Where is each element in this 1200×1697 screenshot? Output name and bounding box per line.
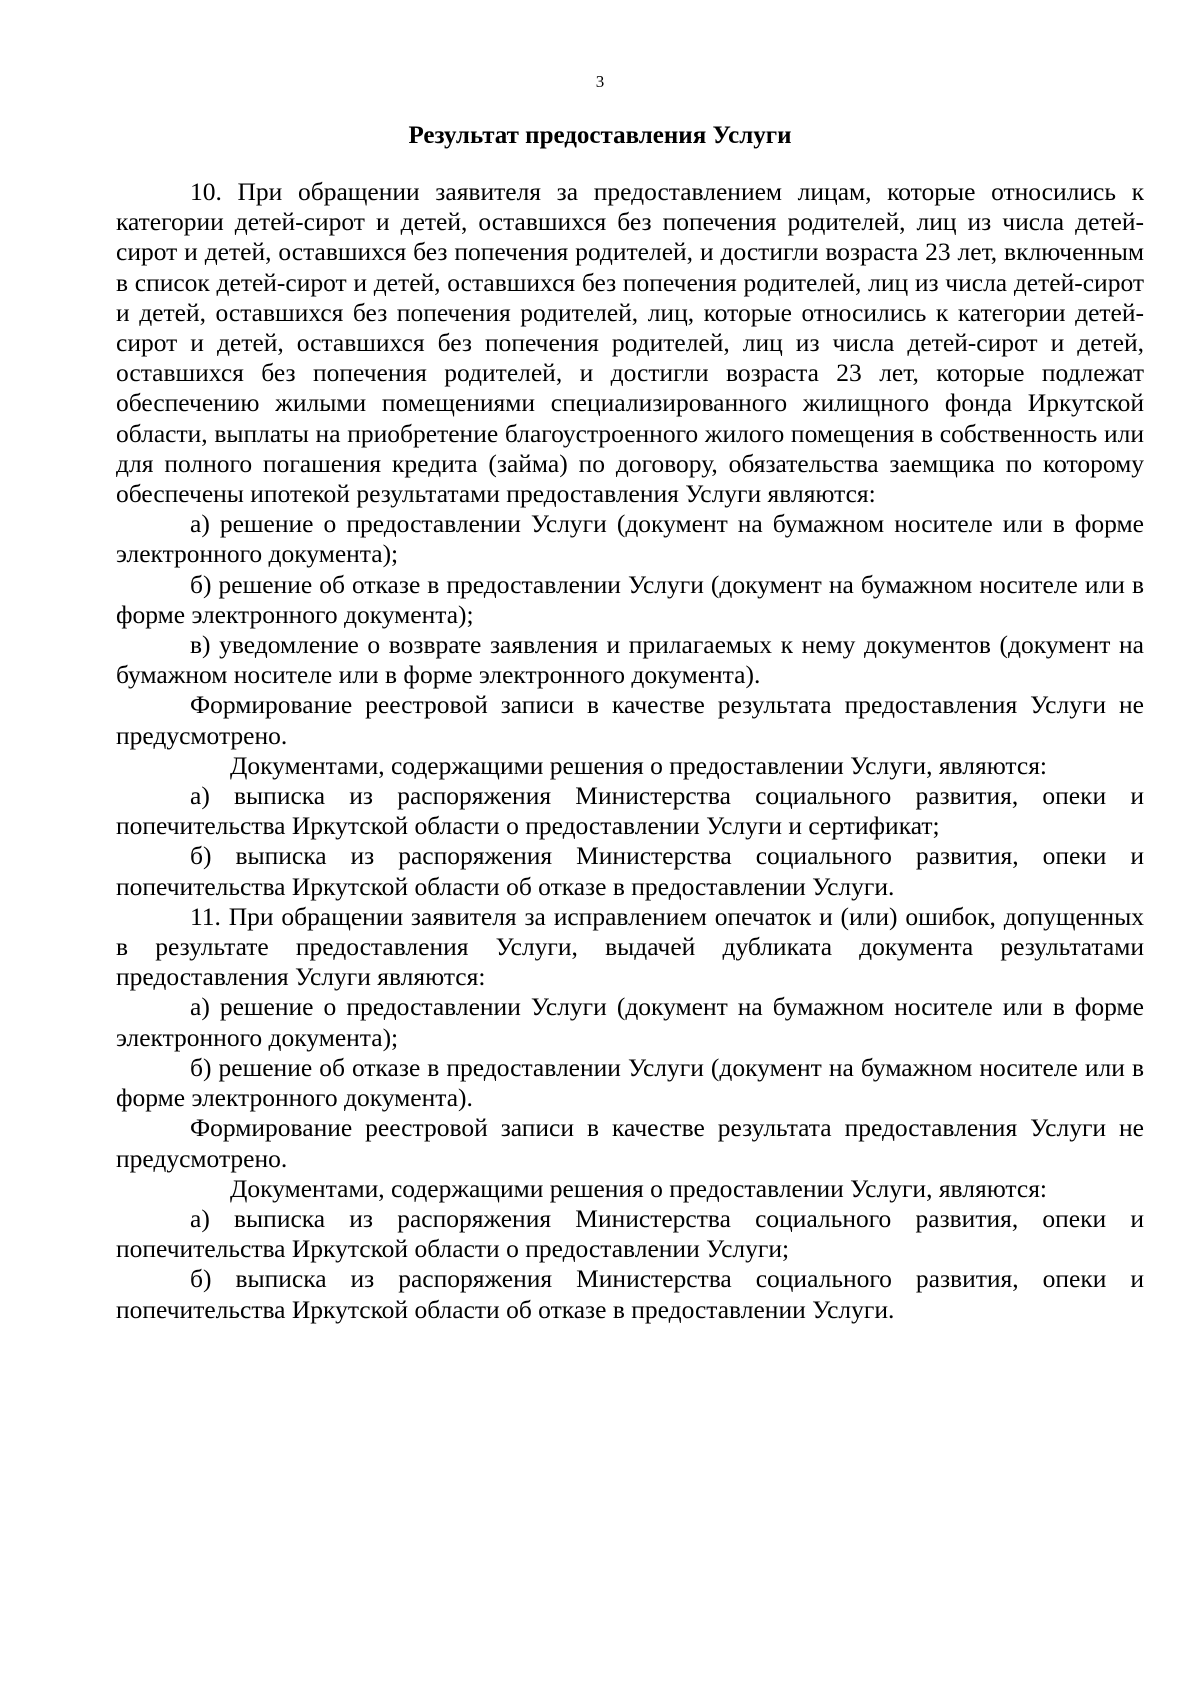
paragraph-11-item-b: б) решение об отказе в предоставлении Услуги (документ на бумажном носителе или в форме электронного документа).	[116, 1052, 1144, 1113]
paragraph-11-intro: 11. При обращении заявителя за исправлением опечаток и (или) ошибок, допущенных в результате предоставления Услуги, выдачей дубликата документа результатами предоставления Услуги являются:	[116, 901, 1144, 992]
paragraph-10-item-v: в) уведомление о возврате заявления и прилагаемых к нему документов (документ на бумажном носителе или в форме электронного документа).	[116, 630, 1144, 690]
paragraph-registry-note: Формирование реестровой записи в качестве результата предоставления Услуги не предусмотрено.	[116, 690, 1144, 750]
document-body	[116, 177, 1144, 1325]
paragraph-10-intro: 10. При обращении заявителя за предоставлением лицам, которые относились к категории детей-сирот и детей, оставшихся без попечения родителей, лиц из числа детей-сирот и детей, оставшихся без попечения родителей, и достигли возраста 23 лет, включенным в список детей-сирот и детей, оставшихся без попечения родителей, лиц из числа детей-сирот и детей, оставшихся без попечения родителей, лиц, которые относились к категории детей-сирот и детей, оставшихся без попечения родителей, лиц из числа детей-сирот и детей, оставшихся без попечения родителей, и достигли возраста 23 лет, которые подлежат обеспечению жилыми помещениями специализированного жилищного фонда Иркутской области, выплаты на приобретение благоустроенного жилого помещения в собственность или для полного погашения кредита (займа) по договору, обязательства заемщика по которому обеспечены ипотекой результатами предоставления Услуги являются:	[116, 177, 1144, 509]
paragraph-documents-item-a: а) выписка из распоряжения Министерства социального развития, опеки и попечительства Иркутской области о предоставлении Услуги и сертификат;	[116, 781, 1144, 841]
section-heading: Результат предоставления Услуги	[408, 122, 792, 149]
page-number: 3	[595, 72, 605, 91]
paragraph-documents-intro: Документами, содержащими решения о предоставлении Услуги, являются:	[230, 1173, 1048, 1203]
paragraph-documents-intro: Документами, содержащими решения о предоставлении Услуги, являются:	[230, 750, 1048, 780]
paragraph-documents-item-b: б) выписка из распоряжения Министерства социального развития, опеки и попечительства Иркутской области об отказе в предоставлении Услуги.	[116, 1264, 1144, 1324]
paragraph-registry-note: Формирование реестровой записи в качестве результата предоставления Услуги не предусмотрено.	[116, 1113, 1144, 1173]
paragraph-11-item-a: а) решение о предоставлении Услуги (документ на бумажном носителе или в форме электронного документа);	[116, 992, 1144, 1052]
paragraph-10-item-a: а) решение о предоставлении Услуги (документ на бумажном носителе или в форме электронного документа);	[116, 509, 1144, 569]
paragraph-10-item-b: б) решение об отказе в предоставлении Услуги (документ на бумажном носителе или в форме электронного документа);	[116, 569, 1144, 629]
paragraph-documents-item-a: а) выписка из распоряжения Министерства социального развития, опеки и попечительства Иркутской области о предоставлении Услуги;	[116, 1203, 1144, 1264]
paragraph-documents-item-b: б) выписка из распоряжения Министерства социального развития, опеки и попечительства Иркутской области об отказе в предоставлении Услуги.	[116, 841, 1144, 901]
